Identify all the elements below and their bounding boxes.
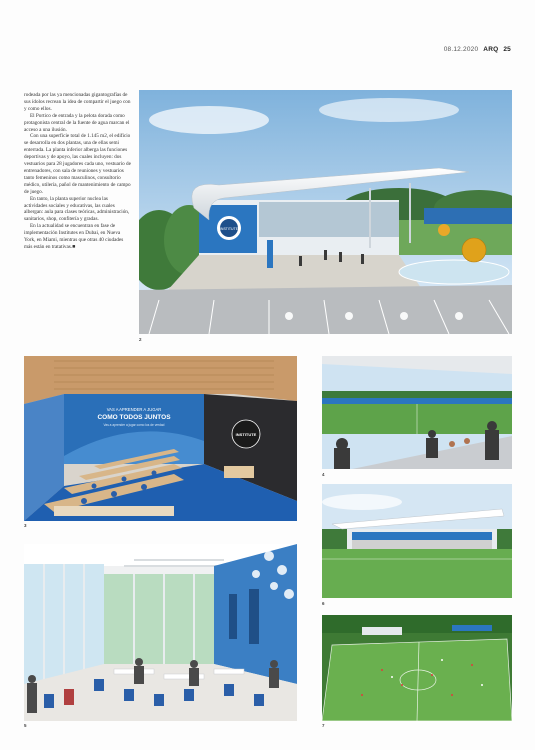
banner-line-2: COMO TODOS JUNTOS [97,414,171,421]
end-mark: ■ [72,243,76,250]
figure-building-exterior [139,90,512,334]
banner-line-1: VAS A APRENDER A JUGAR [106,407,162,412]
figure-cafeteria [24,544,297,721]
figure-caption: 3 [24,523,27,528]
page-header [441,46,511,53]
paragraph-text: En la actualidad se encuentran en fase de implementación Institutes en Dubai, en Nueva York, en Miami, mientras que otras 40 ciudades más están en tratativas. [24,223,124,250]
figure-grandstand [322,484,512,598]
sign-text: INSTITUTE [219,227,239,231]
figure-classroom [24,356,297,521]
figure-aerial-field [322,615,512,721]
paragraph: El Portico de entrada y la pelota dorada como protagonista central de la fuente de agua marcan el acceso a una ilusión. [24,112,130,133]
figure-caption: 2 [139,337,142,342]
header-page-number: 25 [503,46,511,53]
header-section: ARQ [483,46,499,53]
paragraph: Con una superficie total de 1.145 m2, el edificio se desarrolla en dos plantas, una de ellas semi enterrada. La planta inferior alberga las funciones deportivas y de apoyo, las cuales incluyen: dos vestuarios para 28 jugadores cada uno, vestuario de entrenadores, con sala de reuniones y vestuarios tanto femeninos como masculinos, consultorio médico, utilería, pañol de mantenimiento de campo de juego. [24,133,131,195]
figure-stands-view [322,356,512,469]
figure-caption: 5 [24,723,27,728]
header-date: 08.12.2020 [443,46,479,53]
figure-caption: 6 [322,601,325,606]
banner-line-3: Vas a aprender a jugar como los de verdad [103,423,165,427]
paragraph: rodeada por las ya mencionadas gigantografías de sus ídolos recrean la idea de compartir el juego con y como ellos. [24,92,131,112]
wall-logo: INSTITUTE [235,432,257,437]
article-body [24,92,132,251]
paragraph [24,223,132,251]
figure-caption: 4 [322,472,325,477]
paragraph: En tanto, la planta superior nuclea las actividades sociales y educativas, las cuales albergan: aula para clases teóricas, administración, sanitarios, shop, confitería y gradas. [24,195,130,223]
figure-caption: 7 [322,723,325,728]
